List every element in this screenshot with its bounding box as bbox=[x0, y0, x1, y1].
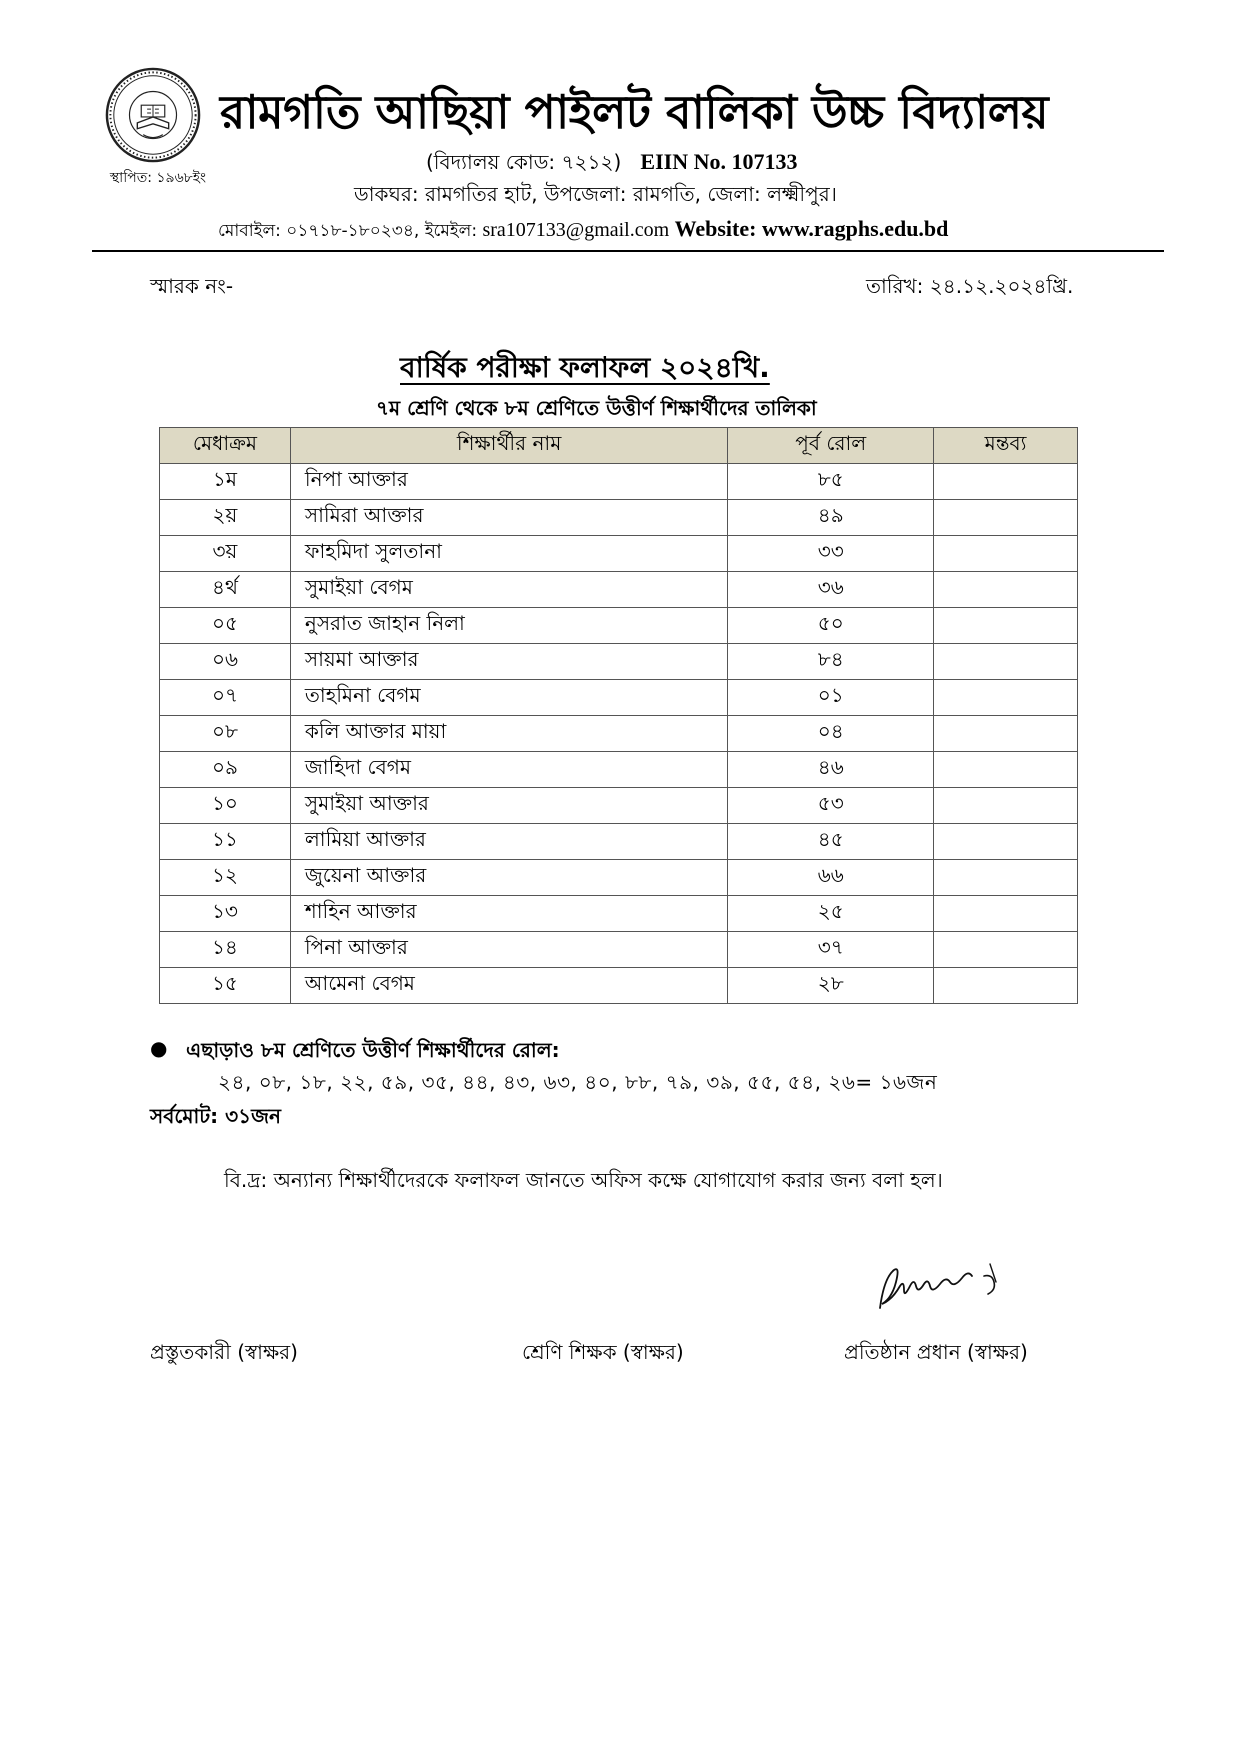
table-row bbox=[160, 608, 1078, 644]
rank-cell: ৩য় bbox=[160, 536, 291, 572]
remark-cell bbox=[934, 500, 1078, 536]
school-code-line bbox=[426, 148, 797, 181]
rank-cell: ১৪ bbox=[160, 932, 291, 968]
table-row bbox=[160, 788, 1078, 824]
rank-cell: ০৭ bbox=[160, 680, 291, 716]
name-cell: তাহমিনা বেগম bbox=[290, 680, 727, 716]
email-address: sra107133@gmail.com bbox=[482, 219, 670, 241]
memo-number: স্মারক নং- bbox=[150, 274, 234, 298]
table-row bbox=[160, 464, 1078, 500]
roll-cell: ০১ bbox=[728, 680, 934, 716]
table-row bbox=[160, 500, 1078, 536]
roll-cell: ৪৬ bbox=[728, 752, 934, 788]
name-cell: শাহিন আক্তার bbox=[290, 896, 727, 932]
name-cell: আমেনা বেগম bbox=[290, 968, 727, 1004]
bullet-icon: ● bbox=[150, 1036, 168, 1060]
roll-cell: ৩৬ bbox=[728, 572, 934, 608]
remark-cell bbox=[934, 860, 1078, 896]
remark-cell bbox=[934, 752, 1078, 788]
remark-cell bbox=[934, 932, 1078, 968]
mobile-number: মোবাইল: ০১৭১৮-১৮০২৩৪, ইমেইল: bbox=[218, 221, 478, 241]
rank-cell: ১৫ bbox=[160, 968, 291, 1004]
roll-cell: ২৫ bbox=[728, 896, 934, 932]
rank-cell: ১৩ bbox=[160, 896, 291, 932]
column-header-roll: পূর্ব রোল bbox=[728, 428, 934, 464]
table-row bbox=[160, 968, 1078, 1004]
handwritten-signature bbox=[866, 1258, 1016, 1320]
table-row bbox=[160, 860, 1078, 896]
table-row bbox=[160, 896, 1078, 932]
rank-cell: ০৫ bbox=[160, 608, 291, 644]
rank-cell: ১২ bbox=[160, 860, 291, 896]
name-cell: সায়মা আক্তার bbox=[290, 644, 727, 680]
roll-cell: ৫০ bbox=[728, 608, 934, 644]
table-row bbox=[160, 680, 1078, 716]
header-divider bbox=[92, 250, 1164, 252]
rank-cell: ২য় bbox=[160, 500, 291, 536]
address: ডাকঘর: রামগতির হাট, উপজেলা: রামগতি, জেলা: লক্ষ্মীপুর। bbox=[354, 182, 837, 206]
table-row bbox=[160, 572, 1078, 608]
school-seal-icon bbox=[104, 66, 202, 164]
rank-cell: ১০ bbox=[160, 788, 291, 824]
class-teacher-signature-label: শ্রেণি শিক্ষক (স্বাক্ষর) bbox=[522, 1340, 684, 1364]
roll-cell: ৮৪ bbox=[728, 644, 934, 680]
roll-cell: ৬৬ bbox=[728, 860, 934, 896]
table-row bbox=[160, 716, 1078, 752]
remark-cell bbox=[934, 968, 1078, 1004]
contact-line bbox=[218, 216, 948, 246]
head-signature-label: প্রতিষ্ঠান প্রধান (স্বাক্ষর) bbox=[844, 1340, 1028, 1364]
roll-cell: ৫৩ bbox=[728, 788, 934, 824]
remark-cell bbox=[934, 716, 1078, 752]
website: Website: www.ragphs.edu.bd bbox=[674, 216, 949, 241]
column-header-remark: মন্তব্য bbox=[934, 428, 1078, 464]
rank-cell: ০৬ bbox=[160, 644, 291, 680]
table-row bbox=[160, 824, 1078, 860]
rank-cell: ১ম bbox=[160, 464, 291, 500]
roll-cell: ৮৫ bbox=[728, 464, 934, 500]
remark-cell bbox=[934, 788, 1078, 824]
name-cell: ফাহমিদা সুলতানা bbox=[290, 536, 727, 572]
remark-cell bbox=[934, 644, 1078, 680]
roll-cell: ৪৫ bbox=[728, 824, 934, 860]
eiin-number: EIIN No. 107133 bbox=[640, 149, 798, 174]
remark-cell bbox=[934, 464, 1078, 500]
name-cell: সুমাইয়া আক্তার bbox=[290, 788, 727, 824]
rank-cell: ১১ bbox=[160, 824, 291, 860]
remark-cell bbox=[934, 896, 1078, 932]
school-code: (বিদ্যালয় কোড: ৭২১২) bbox=[426, 150, 622, 174]
table-header-row bbox=[160, 428, 1078, 464]
roll-cell: ৪৯ bbox=[728, 500, 934, 536]
rank-cell: ৪র্থ bbox=[160, 572, 291, 608]
roll-cell: ৩৭ bbox=[728, 932, 934, 968]
rank-cell: ০৯ bbox=[160, 752, 291, 788]
page-title: বার্ষিক পরীক্ষা ফলাফল ২০২৪খি. bbox=[400, 351, 770, 384]
remark-cell bbox=[934, 608, 1078, 644]
roll-cell: ৩৩ bbox=[728, 536, 934, 572]
remark-cell bbox=[934, 824, 1078, 860]
established-year: স্থাপিত: ১৯৬৮ইং bbox=[109, 170, 207, 186]
additional-passed-label: এছাড়াও ৮ম শ্রেণিতে উত্তীর্ণ শিক্ষার্থীদের রোল: bbox=[186, 1038, 560, 1062]
name-cell: জাহিদা বেগম bbox=[290, 752, 727, 788]
grand-total: সর্বমোট: ৩১জন bbox=[150, 1104, 281, 1128]
roll-cell: ০৪ bbox=[728, 716, 934, 752]
name-cell: কলি আক্তার মায়া bbox=[290, 716, 727, 752]
additional-roll-list: ২৪, ০৮, ১৮, ২২, ৫৯, ৩৫, ৪৪, ৪৩, ৬৩, ৪০, ৮৮, ৭৯, ৩৯, ৫৫, ৫৪, ২৬= ১৬জন bbox=[218, 1070, 938, 1094]
table-row bbox=[160, 932, 1078, 968]
table-row bbox=[160, 536, 1078, 572]
remark-cell bbox=[934, 572, 1078, 608]
remark-cell bbox=[934, 536, 1078, 572]
footnote: বি.দ্র: অন্যান্য শিক্ষার্থীদেরকে ফলাফল জানতে অফিস কক্ষে যোগাযোগ করার জন্য বলা হল। bbox=[224, 1168, 943, 1192]
issue-date: তারিখ: ২৪.১২.২০২৪খ্রি. bbox=[866, 274, 1074, 298]
name-cell: জুয়েনা আক্তার bbox=[290, 860, 727, 896]
prepared-by-signature-label: প্রস্তুতকারী (স্বাক্ষর) bbox=[150, 1340, 298, 1364]
name-cell: নুসরাত জাহান নিলা bbox=[290, 608, 727, 644]
table-row bbox=[160, 644, 1078, 680]
name-cell: সুমাইয়া বেগম bbox=[290, 572, 727, 608]
rank-cell: ০৮ bbox=[160, 716, 291, 752]
roll-cell: ২৮ bbox=[728, 968, 934, 1004]
name-cell: সামিরা আক্তার bbox=[290, 500, 727, 536]
name-cell: পিনা আক্তার bbox=[290, 932, 727, 968]
name-cell: লামিয়া আক্তার bbox=[290, 824, 727, 860]
table-row bbox=[160, 752, 1078, 788]
remark-cell bbox=[934, 680, 1078, 716]
school-name: রামগতি আছিয়া পাইলট বালিকা উচ্চ বিদ্যালয় bbox=[220, 85, 1049, 139]
page-subtitle: ৭ম শ্রেণি থেকে ৮ম শ্রেণিতে উত্তীর্ণ শিক্ষার্থীদের তালিকা bbox=[376, 396, 817, 420]
column-header-name: শিক্ষার্থীর নাম bbox=[290, 428, 727, 464]
name-cell: নিপা আক্তার bbox=[290, 464, 727, 500]
results-table bbox=[159, 427, 1078, 1004]
column-header-rank: মেধাক্রম bbox=[160, 428, 291, 464]
